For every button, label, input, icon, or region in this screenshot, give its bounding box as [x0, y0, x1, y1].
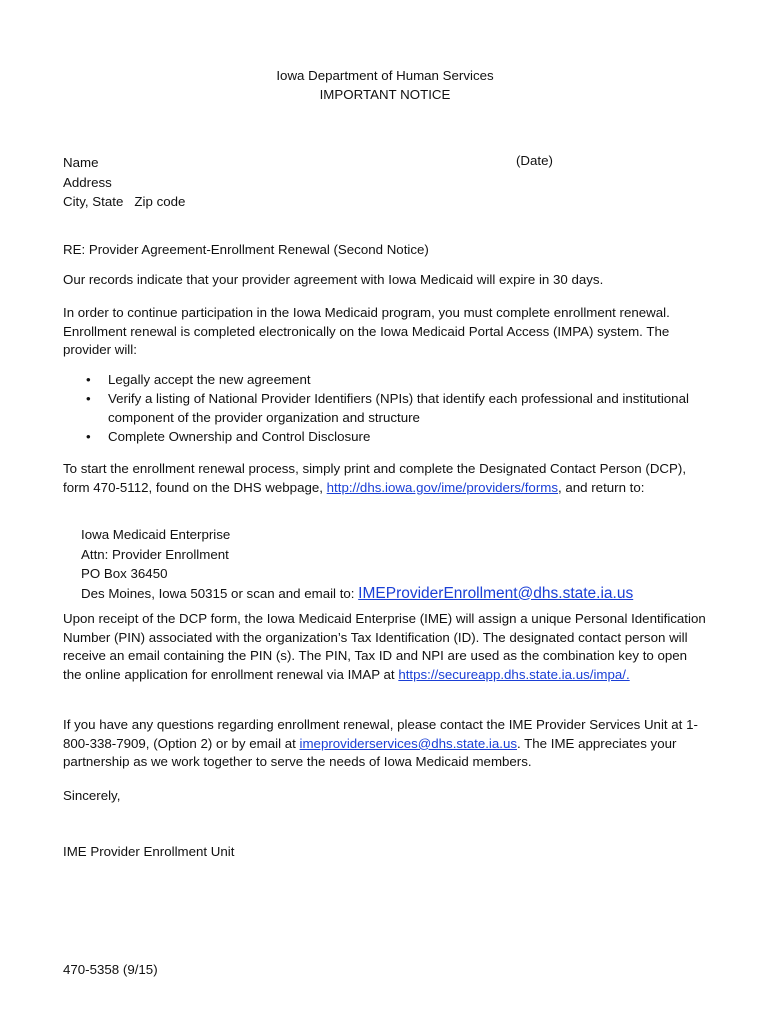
list-item — [86, 370, 706, 389]
list-item-text: Legally accept the new agreement — [108, 372, 311, 387]
letter-date: (Date) — [516, 153, 553, 168]
enrollment-email-link[interactable]: IMEProviderEnrollment@dhs.state.ia.us — [358, 584, 634, 602]
list-item-text: Complete Ownership and Control Disclosure — [108, 429, 371, 444]
mail-line: Attn: Provider Enrollment — [81, 546, 229, 562]
agency-name: Iowa Department of Human Services — [276, 68, 494, 83]
bullet-icon: • — [86, 372, 91, 387]
mailing-address-block — [81, 525, 633, 603]
bullet-icon: • — [86, 391, 91, 406]
paragraph-text: Upon receipt of the DCP form, the Iowa Medicaid Enterprise (IME) will assign a unique Personal Identification Number (PIN) associated with the organization’s Tax Identification (ID). The designated contact person will receive an email containing the PIN (s). The PIN, Tax ID and NPI are used as the combination key to open the online application for enrollment renewal via IMAP at — [63, 611, 706, 683]
paragraph-expiration: Our records indicate that your provider agreement with Iowa Medicaid will expire in 30 days. — [63, 272, 604, 287]
closing: Sincerely, — [63, 788, 121, 803]
paragraph-pin — [63, 610, 708, 685]
letter-header — [0, 66, 770, 104]
paragraph-text: . The IME appreciates your partnership as we work together to serve the needs of Iowa Medicaid members. — [63, 735, 677, 770]
recipient-address-block — [63, 153, 185, 212]
notice-title: IMPORTANT NOTICE — [319, 87, 451, 102]
recipient-address: Address — [63, 174, 112, 190]
paragraph-dcp-form — [63, 460, 708, 497]
mail-line: Iowa Medicaid Enterprise — [81, 527, 231, 542]
paragraph-contact — [63, 716, 708, 772]
signoff: IME Provider Enrollment Unit — [63, 844, 235, 859]
paragraph-text: To start the enrollment renewal process, simply print and complete the Designated Contact Person (DCP), form 470-5112, found on the DHS webpage, — [63, 461, 687, 495]
recipient-city-state-zip: City, State Zip code — [63, 194, 186, 209]
mail-line — [81, 584, 633, 604]
dhs-forms-link[interactable]: http://dhs.iowa.gov/ime/providers/forms — [326, 479, 558, 495]
list-item — [86, 389, 706, 427]
list-item-text: Verify a listing of National Provider Identifiers (NPIs) that identify each professional and institutional component of the provider organization and structure — [108, 391, 689, 425]
requirements-list — [86, 370, 706, 446]
provider-services-email-link[interactable]: imeproviderservices@dhs.state.ia.us — [299, 735, 518, 751]
bullet-icon: • — [86, 429, 91, 444]
paragraph-renewal-instructions: In order to continue participation in the Iowa Medicaid program, you must complete enrollment renewal. Enrollment renewal is completed electronically on the Iowa Medicaid Portal Access (IMPA) system. The provider will: — [63, 305, 670, 358]
paragraph-text: If you have any questions regarding enrollment renewal, please contact the IME Provider Services Unit at 1-800-338-7909, (Option 2) or by email at — [63, 717, 698, 751]
mail-line: PO Box 36450 — [81, 566, 168, 581]
recipient-name: Name — [63, 155, 99, 170]
mail-line-text: Des Moines, Iowa 50315 or scan and email to: — [81, 585, 359, 601]
paragraph-text: , and return to: — [557, 479, 645, 495]
list-item — [86, 427, 706, 446]
re-line: RE: Provider Agreement-Enrollment Renewal (Second Notice) — [63, 242, 429, 257]
impa-link[interactable]: https://secureapp.dhs.state.ia.us/impa/. — [398, 667, 630, 683]
form-number: 470-5358 (9/15) — [63, 962, 158, 977]
